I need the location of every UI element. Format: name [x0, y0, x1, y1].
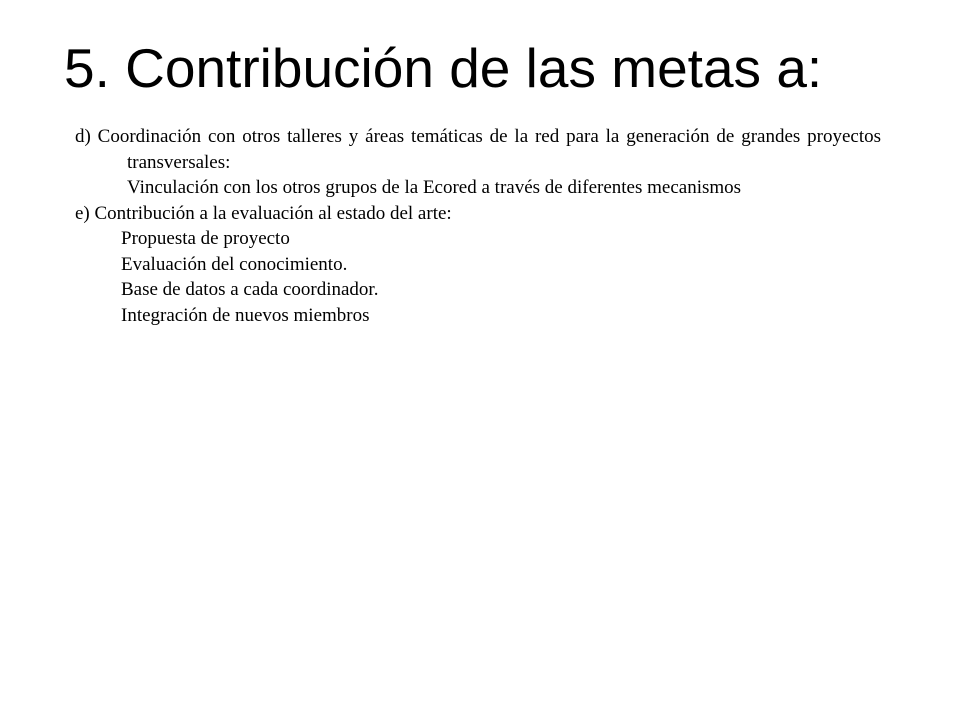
section-e-heading: e) Contribución a la evaluación al estado del arte: [75, 202, 452, 224]
section-e-item: Base de datos a cada coordinador. [121, 279, 379, 300]
section-e-item: Propuesta de proyecto [121, 228, 290, 249]
section-d-item: Vinculación con los otros grupos de la Ecored a través de diferentes mecanismos [127, 177, 742, 198]
section-d-heading: d) Coordinación con otros talleres y áreas temáticas de la red para la generación de grandes proyectos transversales: [75, 126, 881, 173]
section-e-item: Integración de nuevos miembros [121, 304, 370, 326]
slide-title: 5. Contribución de las metas a: [64, 37, 823, 99]
section-e-item: Evaluación del conocimiento. [121, 253, 348, 275]
slide-content [75, 124, 881, 328]
